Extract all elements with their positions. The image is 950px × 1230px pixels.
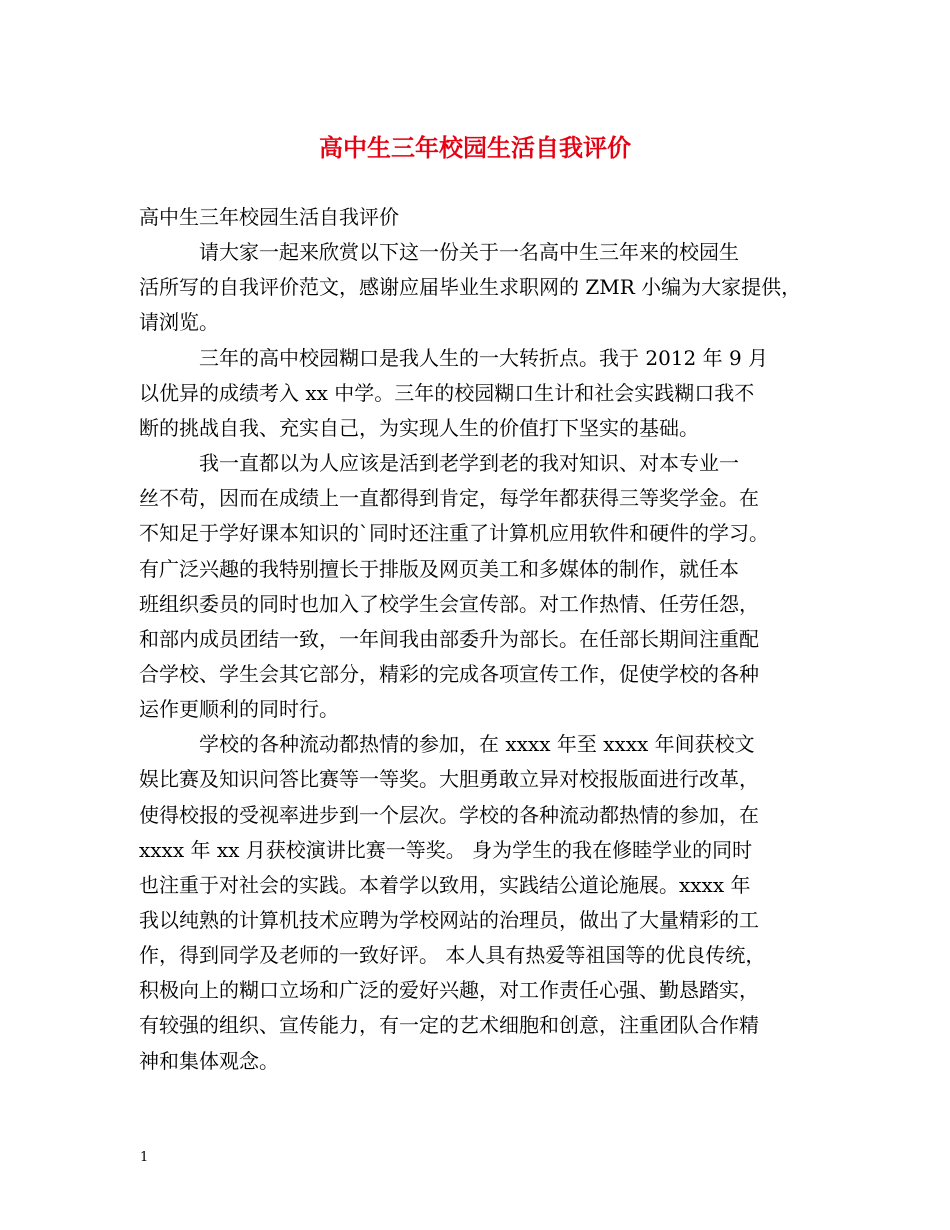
text-line: 我以纯熟的计算机技术应聘为学校网站的治理员，做出了大量精彩的工 — [139, 908, 759, 932]
text-line: 丝不苟，因而在成绩上一直都得到肯定，每学年都获得三等奖学金。在 — [139, 486, 759, 511]
text-line: 有广泛兴趣的我特别擅长于排版及网页美工和多媒体的制作，就任本 — [139, 556, 739, 581]
text-line: 请大家一起来欣赏以下这一份关于一名高中生三年来的校园生 — [139, 240, 739, 265]
text-line: 班组织委员的同时也加入了校学生会宣传部。对工作热情、任劳任怨， — [139, 591, 759, 616]
text-line: xxxx 年 xx 月获校演讲比赛一等奖。 身为学生的我在修睦学业的同时 — [139, 837, 753, 862]
page-title: 高中生三年校园生活自我评价 — [319, 133, 631, 162]
text-line: 三年的高中校园糊口是我人生的一大转折点。我于 2012 年 9 月 — [139, 345, 769, 370]
text-line: 娱比赛及知识问答比赛等一等奖。大胆勇敢立异对校报版面进行改革， — [139, 767, 759, 792]
text-line: 有较强的组织、宣传能力，有一定的艺术细胞和创意，注重团队合作精 — [139, 1013, 759, 1038]
text-line: 不知足于学好课本知识的`同时还注重了计算机应用软件和硬件的学习。 — [139, 521, 769, 546]
text-line: 请浏览。 — [139, 310, 219, 335]
text-line: 积极向上的糊口立场和广泛的爱好兴趣，对工作责任心强、勤恳踏实， — [139, 978, 759, 1003]
text-line: 活所写的自我评价范文，感谢应届毕业生求职网的 ZMR 小编为大家提供， — [139, 275, 802, 300]
text-line: 我一直都以为人应该是活到老学到老的我对知识、对本专业一 — [139, 451, 739, 475]
text-line: 学校的各种流动都热情的参加，在 xxxx 年至 xxxx 年间获校文 — [139, 732, 755, 757]
text-line: 高中生三年校园生活自我评价 — [139, 205, 399, 229]
text-line: 也注重于对社会的实践。本着学以致用，实践结公道论施展。xxxx 年 — [139, 872, 751, 897]
text-line: 使得校报的受视率进步到一个层次。学校的各种流动都热情的参加，在 — [139, 802, 759, 827]
text-line: 运作更顺利的同时行。 — [139, 697, 339, 722]
page-number: 1 — [140, 1150, 149, 1165]
text-line: 合学校、学生会其它部分，精彩的完成各项宣传工作，促使学校的各种 — [139, 662, 759, 686]
text-line: 作，得到同学及老师的一致好评。 本人具有热爱等祖国等的优良传统， — [139, 943, 766, 968]
text-line: 和部内成员团结一致，一年间我由部委升为部长。在任部长期间注重配 — [139, 626, 759, 651]
text-line: 以优异的成绩考入 xx 中学。三年的校园糊口生计和社会实践糊口我不 — [139, 380, 755, 405]
text-line: 断的挑战自我、充实自己，为实现人生的价值打下坚实的基础。 — [139, 415, 699, 440]
text-line: 神和集体观念。 — [139, 1048, 279, 1073]
